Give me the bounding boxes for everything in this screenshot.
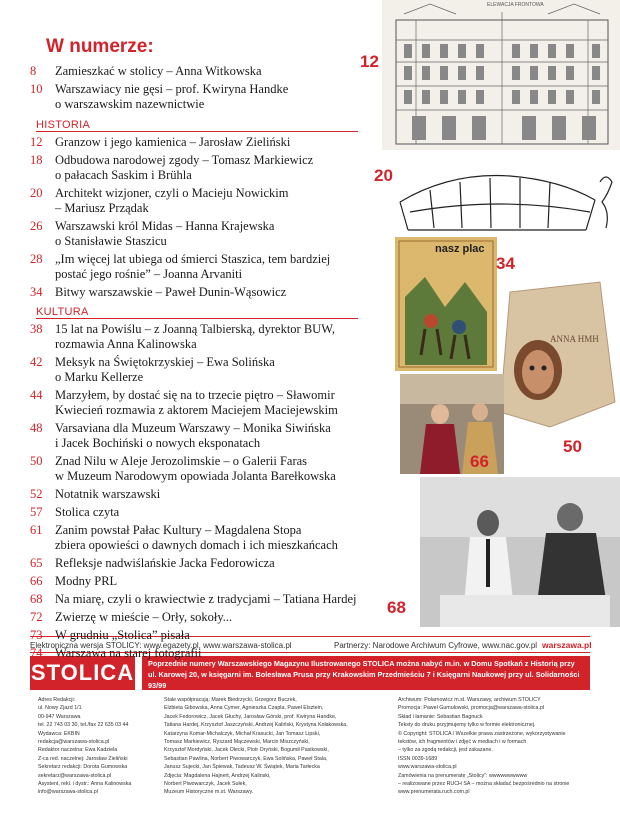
toc-page-number: 44 (30, 388, 43, 402)
toc-entry-text: Varsaviana dla Muzeum Warszawy – Monika Siwińska (55, 421, 331, 435)
page-number-34: 34 (496, 254, 515, 273)
footer-line: Teksty do druku przyjmujemy tylko w formie elektronicznej. (398, 722, 536, 729)
footer-line: Zdjęcia: Magdalena Hajnert, Andrzej Kalinski, (164, 772, 271, 779)
toc-entry[interactable] (0, 153, 360, 183)
fresco-inscription: ANNA HMH (550, 334, 599, 344)
toc-entry[interactable] (0, 82, 360, 112)
toc-entry[interactable] (0, 322, 360, 352)
toc-entry-text: w Muzeum Narodowym opowiada Jolanta Barełkowska (55, 469, 336, 483)
toc-entry-text: o warszawskim nazewnictwie (55, 97, 205, 111)
building-illustration (382, 0, 620, 150)
toc-entry-text: Warszawiacy nie gęsi – prof. Kwiryna Handke (55, 82, 289, 96)
toc-entry[interactable] (0, 135, 360, 150)
footer-line: Sebastian Pawlina, Norbert Piwowarczyk, Ewa Solińska, Paweł Stala, (164, 755, 328, 762)
toc-entry[interactable] (0, 487, 360, 502)
toc-entry[interactable] (0, 186, 360, 216)
toc-entry[interactable] (0, 454, 360, 484)
footer-line: Muzeum Historyczne m.st. Warszawy. (164, 789, 254, 796)
building-drawing (382, 0, 620, 150)
toc-entry-text: – Mariusz Prządak (55, 201, 149, 215)
footer-line: Promocja: Paweł Gumułowski, promocja@warszawa-stolica.pl (398, 705, 545, 712)
toc-entry-text: o Stanisławie Staszicu (55, 234, 167, 248)
section-title: HISTORIA (36, 119, 91, 131)
footer-line: ISSN 0039-1689 (398, 755, 438, 762)
footer-line: Katarzyna Komar-Michalczyk, Michał Krasucki, Jan Tomasz Lipski, (164, 730, 321, 737)
footer-line: Norbert Piwowarczyk, Jacek Sułek, (164, 781, 247, 788)
book-cover-art (395, 237, 497, 371)
toc-entry-text: Na miarę, czyli o krawiectwie z tradycjami – Tatiana Hardej (55, 592, 357, 606)
toc-page-number: 48 (30, 421, 43, 435)
footer-line: Jacek Fedorowicz, Jacek Głuchy, Jarosław Górski, prof. Kwiryna Handke, (164, 713, 337, 720)
building-caption: ELEWACJA FRONTOWA (487, 2, 544, 8)
toc-page-number: 72 (30, 610, 43, 624)
toc-entry[interactable] (0, 628, 360, 643)
section-title: KULTURA (36, 306, 89, 318)
footer-line: redakcja@warszawa-stolica.pl (38, 739, 110, 746)
footer-line: tekstów, ich fragmentów i zdjęć w mediach i w formach (398, 739, 527, 746)
tailor-photo (420, 477, 620, 627)
toc-entry[interactable] (0, 421, 360, 451)
footer-line: Redaktor naczelna: Ewa Kadziela (38, 747, 118, 754)
section-rule (36, 131, 358, 132)
toc-entry[interactable] (0, 523, 360, 553)
footer-line: Elżbieta Gibowska, Anna Cymer, Agnieszka Czapla, Paweł Elsztein, (164, 705, 324, 712)
footer-line: Stale współpracują: Marek Biedrzycki, Grzegorz Buczek, (164, 697, 297, 703)
footer-line: info@warszawa-stolica.pl (38, 789, 98, 796)
toc-entry[interactable] (0, 252, 360, 282)
toc-page-number: 8 (30, 64, 37, 78)
toc-entry[interactable] (0, 64, 360, 79)
book-title: nasz plac (435, 243, 485, 255)
toc-entry[interactable] (0, 285, 360, 300)
toc-page-number: 10 (30, 82, 43, 96)
toc-entry-text: rozmawia Anna Kalinowska (55, 337, 197, 351)
toc-entry-text: Notatnik warszawski (55, 487, 161, 501)
stadium-sketch (390, 152, 620, 240)
footer-line: tel. 22 743 03 30, tel./fax 22 635 03 44 (38, 722, 129, 729)
page-number-66: 66 (470, 452, 489, 471)
toc-entry[interactable] (0, 646, 360, 661)
toc-page-number: 34 (30, 285, 43, 299)
toc-page-number: 52 (30, 487, 43, 501)
footer-line: © Copyright: STOLICA / Wszelkie prawa zastrzeżone, wykorzystywanie (398, 730, 566, 737)
electronic-edition[interactable]: Elektroniczna wersja STOLICY: www.egazety.pl, www.warszawa-stolica.pl (30, 641, 292, 650)
toc-page-number: 50 (30, 454, 43, 468)
toc-page-number: 38 (30, 322, 43, 336)
toc-page-number: 57 (30, 505, 43, 519)
footer-line: – realizowane przez RUCH SA – można składać bezpośrednio na stronie (398, 781, 570, 788)
contents-heading: W numerze: (46, 36, 154, 57)
footer-line: Z-ca red. naczelnej: Jarosław Zieliński (38, 755, 128, 762)
toc-entry[interactable] (0, 592, 360, 607)
footer-line: Wydawca: EKBIN (38, 730, 80, 737)
toc-entry[interactable] (0, 574, 360, 589)
toc-page-number: 68 (30, 592, 43, 606)
footer-line: Tatiana Hardej, Krzysztof Jaszczyński, Andrzej Kaliński, Krystyna Kołakowska, (164, 722, 348, 729)
toc-entry-text: Marzyłem, by dostać się na to trzecie piętro – Sławomir (55, 388, 335, 402)
toc-entry-text: o Marku Kellerze (55, 370, 144, 384)
toc-entry-text: W grudniu „Stolica” pisała (55, 628, 190, 642)
footer-line: – tylko za zgodą redakcji, jest zakazane. (398, 747, 493, 754)
toc-entry-text: Architekt wizjoner, czyli o Macieju Nowickim (55, 186, 289, 200)
toc-page-number: 42 (30, 355, 43, 369)
partners[interactable]: Partnerzy: Narodowe Archiwum Cyfrowe, www.nac.gov.pl (334, 641, 538, 650)
toc-page-number: 12 (30, 135, 43, 149)
footer-line: Adres Redakcji: (38, 697, 76, 703)
toc-entry-text: Zamieszkać w stolicy – Anna Witkowska (55, 64, 262, 78)
footer-line: Janusz Sujecki, Jan Śpiewak, Tadeusz W. Świątek, Maria Tarłecka (164, 764, 320, 771)
page-number-20: 20 (374, 166, 393, 185)
stolica-logo: STOLICA (30, 656, 135, 690)
toc-entry-text: Odbudowa narodowej zgody – Tomasz Markiewicz (55, 153, 314, 167)
toc-page-number: 26 (30, 219, 43, 233)
footer-line: Tomasz Markiewicz, Ryszard Mączewski, Marcin Miszczyński, (164, 739, 310, 746)
toc-entry-text: Kwiecień rozmawia z aktorem Maciejem Maciejewskim (55, 403, 338, 417)
page-number-68: 68 (387, 598, 406, 617)
footer-line: www.prenumerata.ruch.com.pl (398, 789, 470, 796)
toc-page-number: 28 (30, 252, 43, 266)
fresco-art (490, 272, 620, 432)
footer-line: Zamówienia na prenumeratę „Stolicy”: wwwwwwwwww (398, 772, 528, 779)
toc-entry-text: Zwierzę w mieście – Orły, sokoły... (55, 610, 233, 624)
book-cover (395, 237, 497, 371)
toc-page-number: 20 (30, 186, 43, 200)
footer-line: Asystent, rekl. i dystr.: Anna Kalinowska (38, 781, 132, 788)
footer-line: sekretarz@warszawa-stolica.pl (38, 772, 112, 779)
back-issues-note: Poprzednie numery Warszawskiego Magazynu Ilustrowanego STOLICA można nabyć m.in. w Domu Spotkań z Historią przy ul. Karowej 20, w księgarni im. Bolesława Prusa przy Krakowskim Przedmieściu 7 i Księgarni Naukowej przy ul. Solidarności 93/99 (142, 656, 590, 690)
toc-page-number: 65 (30, 556, 43, 570)
footer-line: Skład i łamanie: Sebastian Bagnuck (398, 713, 483, 720)
footer-line: www.warszawa-stolica.pl (398, 764, 457, 771)
footer-line: Sekretarz redakcji: Dorota Gumowska (38, 764, 128, 771)
toc-page-number: 73 (30, 628, 43, 642)
footer-line: Archiwum: Polarnowicz m.st. Warszawy, archiwum STOLICY (398, 697, 541, 703)
partner-logo: warszawa.pl (542, 640, 592, 650)
section-rule (36, 318, 358, 319)
toc-entry-text: Warszawski król Midas – Hanna Krajewska (55, 219, 275, 233)
toc-entry-text: Bitwy warszawskie – Paweł Dunin-Wąsowicz (55, 285, 287, 299)
toc-entry-text: zbiera opowieści o dawnych domach i ich mieszkańcach (55, 538, 338, 552)
toc-entry[interactable] (0, 355, 360, 385)
toc-entry-text: postać jego rośnie” – Joanna Arvaniti (55, 267, 243, 281)
toc-entry-text: 15 lat na Powiślu – z Joanną Talbierską, dyrektor BUW, (55, 322, 335, 336)
toc-page-number: 18 (30, 153, 43, 167)
toc-entry-text: Refleksje nadwiślańskie Jacka Fedorowicza (55, 556, 275, 570)
toc-entry-text: Modny PRL (55, 574, 118, 588)
page-number-50: 50 (563, 437, 582, 456)
toc-entry-text: Znad Nilu w Aleje Jerozolimskie – o Galerii Faras (55, 454, 308, 468)
tailor-photo-art (420, 477, 620, 627)
toc-entry[interactable] (0, 556, 360, 571)
toc-entry-text: i Jacek Bochiński o nowych eksponatach (55, 436, 261, 450)
footer-line: Krzysztof Mordyński, Jacek Olecki, Piotr Oryński, Bogumił Pasikowski, (164, 747, 329, 754)
toc-entry-text: Stolica czyta (55, 505, 120, 519)
sketch-drawing (390, 152, 620, 240)
toc-entry[interactable] (0, 505, 360, 520)
page-number-12: 12 (360, 52, 379, 71)
footer-line: ul. Nowy Zjazd 1/1 (38, 705, 82, 712)
toc-page-number: 66 (30, 574, 43, 588)
toc-entry[interactable] (0, 610, 360, 625)
toc-entry-text: Warszawa na starej fotografii (55, 646, 202, 660)
toc-entry-text: Zanim powstał Pałac Kultury – Magdalena Stopa (55, 523, 302, 537)
toc-page-number: 74 (30, 646, 43, 660)
toc-entry-text: o pałacach Saskim i Brühla (55, 168, 192, 182)
toc-entry[interactable] (0, 388, 360, 418)
editorial-column-3 (398, 696, 594, 797)
toc-entry[interactable] (0, 219, 360, 249)
footer-line: 00-947 Warszawa (38, 713, 81, 720)
toc-entry-text: „Im więcej lat ubiega od śmierci Staszica, tem bardziej (55, 252, 331, 266)
toc-page-number: 61 (30, 523, 43, 537)
faras-fresco (490, 272, 620, 432)
toc-entry-text: Granzow i jego kamienica – Jarosław Zieliński (55, 135, 291, 149)
editorial-column-2 (164, 696, 400, 797)
editorial-column-1 (38, 696, 150, 797)
toc-entry-text: Meksyk na Świętokrzyskiej – Ewa Solińska (55, 355, 275, 369)
